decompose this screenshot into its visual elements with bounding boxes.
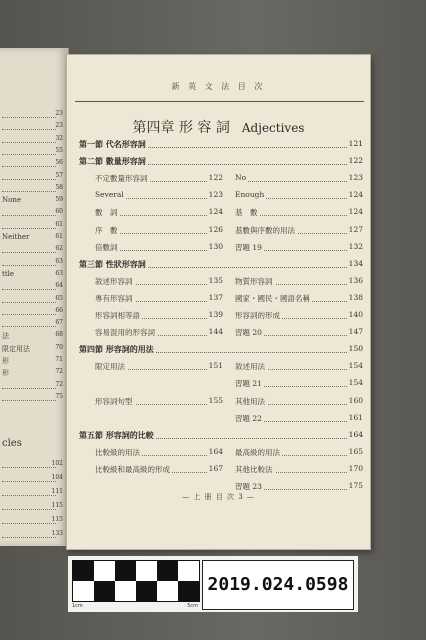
entry-page: 165 <box>348 446 363 456</box>
left-page-row <box>0 344 64 354</box>
left-page-row <box>0 368 64 378</box>
chapter-title-en: Adjectives <box>241 121 305 135</box>
header-rule <box>75 101 364 102</box>
toc-section <box>79 344 363 356</box>
left-page-row <box>0 307 64 317</box>
accession-number: 2019.024.0598 <box>202 560 354 610</box>
section-page: 164 <box>348 429 363 439</box>
left-page-number: 23 <box>55 110 63 117</box>
left-page-number: 104 <box>51 474 63 481</box>
dot-leader <box>2 516 56 524</box>
toc-section <box>79 259 363 271</box>
checker-square <box>178 561 199 581</box>
left-page-row <box>0 184 64 194</box>
left-page-row <box>0 258 64 268</box>
chapter-title-zh: 第四章 形 容 詞 <box>132 120 230 136</box>
left-page-number: 60 <box>55 208 63 216</box>
dot-leader <box>2 159 56 167</box>
entry-label: 比較級和最高級的形成 <box>95 464 170 474</box>
left-page-text: 限定用法 <box>2 344 30 353</box>
entry-page: 167 <box>208 463 223 473</box>
left-page-row <box>0 381 64 391</box>
section-page: 122 <box>348 156 363 166</box>
section-label: 第二節 數量形容詞 <box>79 156 146 167</box>
left-page-number: 32 <box>55 134 63 142</box>
section-label: 第四節 形容詞的用法 <box>79 344 154 355</box>
entry-page: 160 <box>348 395 363 405</box>
toc-entry <box>95 242 223 254</box>
section-page: 150 <box>348 344 363 354</box>
section-page: 121 <box>348 139 363 148</box>
left-page-number: 111 <box>51 488 63 495</box>
left-page-row <box>0 331 64 341</box>
left-page-row <box>0 488 64 498</box>
left-page-row <box>0 460 64 470</box>
entry-page: 132 <box>348 241 363 251</box>
toc-section <box>79 430 363 442</box>
page-footer: — 上 册 目 次 3 — <box>182 493 255 501</box>
left-page-number: 57 <box>55 171 63 179</box>
left-page-text: 形 <box>2 357 9 365</box>
entry-page: 155 <box>208 395 223 405</box>
dot-leader <box>2 381 56 389</box>
toc-entry <box>95 190 223 202</box>
toc-section <box>79 156 363 168</box>
dot-leader <box>2 307 56 315</box>
checker-square <box>178 581 199 601</box>
toc-entry <box>95 310 223 322</box>
dot-leader <box>2 393 56 401</box>
entry-page: 123 <box>208 190 223 200</box>
dot-leader <box>2 110 56 118</box>
dot-leader <box>2 147 56 155</box>
toc-entry <box>235 378 363 390</box>
left-page-text: 形 <box>2 369 9 378</box>
entry-page: 122 <box>208 173 223 183</box>
left-page-row <box>0 110 64 120</box>
left-page-number: 23 <box>55 122 63 130</box>
entry-label: 比較級的用法 <box>95 447 140 457</box>
entry-label: No <box>235 173 247 183</box>
entry-label: 習題 22 <box>235 413 262 423</box>
left-page-row <box>0 270 64 280</box>
left-page-number: 63 <box>55 257 63 265</box>
checker-square <box>94 581 115 601</box>
toc-entry <box>95 207 223 219</box>
left-page-number: 70 <box>55 343 63 351</box>
toc-entry <box>95 361 223 373</box>
entry-label: 敘述用法 <box>235 362 265 372</box>
entry-label: 數 詞 <box>95 208 118 218</box>
left-page-number: 59 <box>55 196 63 204</box>
entry-label: 限定用法 <box>95 362 125 372</box>
entry-page: 126 <box>208 224 223 234</box>
entry-page: 124 <box>348 207 363 217</box>
left-page-number: 61 <box>55 220 63 228</box>
left-page-row <box>0 208 64 218</box>
entry-label: 習題 23 <box>235 482 262 491</box>
entry-page: 161 <box>348 412 363 422</box>
dot-leader <box>2 122 56 130</box>
entry-page: 170 <box>348 463 363 473</box>
left-page-row <box>0 196 64 206</box>
entry-label: 專有形容詞 <box>95 293 133 303</box>
entry-page: 154 <box>348 361 363 371</box>
accession-card <box>68 556 358 612</box>
left-page-row <box>0 516 64 526</box>
entry-page: 164 <box>208 446 223 456</box>
scale-end-label: 5cm <box>187 603 198 609</box>
entry-page: 151 <box>208 361 223 371</box>
toc-entry <box>235 464 363 476</box>
left-page-row <box>0 356 64 366</box>
left-page-number: 58 <box>55 183 63 191</box>
left-page-number: 67 <box>55 319 63 327</box>
left-page-row <box>0 172 64 182</box>
entry-label: 習題 21 <box>235 379 262 389</box>
entry-label: 倍數詞 <box>95 242 118 252</box>
dot-leader <box>2 319 56 327</box>
section-label: 第一節 代名形容詞 <box>79 139 146 149</box>
entry-page: 136 <box>348 275 363 285</box>
entry-label: 形容詞相等語 <box>95 311 140 320</box>
toc-entry <box>95 276 223 288</box>
entry-label: 不定數量形容詞 <box>95 174 148 184</box>
toc-page <box>66 54 371 550</box>
toc-entry <box>235 293 363 305</box>
left-page-number: 55 <box>55 146 63 154</box>
entry-label: 形容詞的形成 <box>235 311 280 320</box>
toc-entry <box>95 293 223 305</box>
entry-label: 物質形容詞 <box>235 276 273 286</box>
left-page-number: 62 <box>55 245 63 253</box>
left-page-row <box>0 159 64 169</box>
left-page-row <box>0 122 64 132</box>
entry-label: 其他用法 <box>235 396 265 406</box>
checker-square <box>73 561 94 581</box>
left-page-number: 75 <box>55 392 63 400</box>
left-page-row <box>0 245 64 255</box>
toc-section <box>79 139 363 151</box>
entry-page: 175 <box>348 481 363 490</box>
entry-label: 習題 19 <box>235 242 262 252</box>
entry-label: 其他比較法 <box>235 464 273 474</box>
toc-entry <box>235 276 363 288</box>
entry-label: 最高級的用法 <box>235 447 280 457</box>
entry-page: 147 <box>348 327 363 337</box>
color-checker <box>72 560 200 602</box>
left-page-text: None <box>2 196 21 205</box>
left-page-row <box>0 502 64 512</box>
dot-leader <box>2 172 56 180</box>
left-page-row <box>0 147 64 157</box>
toc-entry <box>95 447 223 459</box>
left-page-number: 72 <box>55 380 63 388</box>
left-page-number: 115 <box>51 516 63 523</box>
dot-leader <box>2 245 56 253</box>
left-page-row <box>0 530 64 540</box>
toc-entry <box>235 481 363 493</box>
entry-label: 容易混用的形容詞 <box>95 328 155 338</box>
left-page-number: 68 <box>55 331 63 339</box>
entry-label: 習題 20 <box>235 328 262 338</box>
entry-label: 基 數 <box>235 208 258 218</box>
dot-leader <box>2 221 56 229</box>
entry-page: 140 <box>348 310 363 319</box>
toc-entry <box>235 310 363 322</box>
toc-entry <box>235 207 363 219</box>
left-page-text: Neither <box>2 233 30 241</box>
left-page-heading: cles <box>2 438 22 449</box>
left-page-row <box>0 233 64 243</box>
dot-leader <box>2 295 56 303</box>
left-page-row <box>0 393 64 403</box>
entry-page: 135 <box>208 275 223 285</box>
entry-page: 137 <box>208 292 223 302</box>
toc-entry <box>95 225 223 237</box>
left-page-text: 法 <box>2 332 9 341</box>
toc-entry <box>95 464 223 476</box>
dot-leader <box>2 282 56 290</box>
entry-page: 139 <box>208 310 223 319</box>
left-page-number: 72 <box>55 368 63 376</box>
entry-label: 基數與序數的用法 <box>235 225 295 235</box>
left-page-row <box>0 319 64 329</box>
entry-page: 138 <box>348 292 363 302</box>
left-page-row <box>0 282 64 292</box>
checker-square <box>115 581 136 601</box>
left-page-number: 133 <box>51 530 63 537</box>
entry-label: 敘述形容詞 <box>95 276 133 286</box>
entry-page: 124 <box>208 207 223 217</box>
entry-page: 124 <box>348 190 363 200</box>
toc-entry <box>235 242 363 254</box>
left-page-row <box>0 221 64 231</box>
left-page-row <box>0 295 64 305</box>
left-page <box>0 48 69 546</box>
checker-square <box>115 561 136 581</box>
scale-bar <box>72 602 198 610</box>
toc-entry <box>95 327 223 339</box>
toc-entry <box>95 173 223 185</box>
dot-leader <box>2 460 56 468</box>
left-page-row <box>0 135 64 145</box>
left-page-number: 66 <box>55 306 63 314</box>
toc-entry <box>235 173 363 185</box>
toc-entry <box>235 190 363 202</box>
dot-leader <box>2 502 56 510</box>
toc-entry <box>95 396 223 408</box>
left-page-text: ttle <box>2 269 15 278</box>
entry-label: 形容詞句型 <box>95 396 133 406</box>
entry-label: 國家・國民・國語名稱 <box>235 293 310 303</box>
toc-entry <box>235 361 363 373</box>
page-header: 新 英 文 法 目 次 <box>171 82 266 91</box>
dot-leader <box>2 184 56 192</box>
entry-page: 130 <box>208 241 223 251</box>
entry-label: 序 數 <box>95 225 118 235</box>
checker-square <box>136 581 157 601</box>
entry-label: Several <box>95 190 124 200</box>
toc-entry <box>235 413 363 425</box>
scale-start-label: 1cm <box>72 603 83 609</box>
checker-square <box>136 561 157 581</box>
dot-leader <box>235 173 347 182</box>
dot-leader <box>2 135 56 143</box>
entry-page: 144 <box>208 327 223 337</box>
checker-square <box>157 561 178 581</box>
toc-entry <box>235 327 363 339</box>
chapter-title <box>67 117 370 137</box>
left-page-number: 71 <box>55 356 63 363</box>
dot-leader <box>2 258 56 266</box>
left-page-number: 115 <box>51 502 63 509</box>
left-page-number: 102 <box>51 460 63 467</box>
dot-leader <box>2 488 56 496</box>
checker-square <box>94 561 115 581</box>
toc-entry <box>235 447 363 459</box>
entry-page: 127 <box>348 224 363 234</box>
left-page-number: 63 <box>55 269 63 277</box>
toc-entry <box>235 225 363 237</box>
dot-leader <box>2 208 56 216</box>
toc-entry <box>235 396 363 408</box>
section-label: 第三節 性狀形容詞 <box>79 258 146 269</box>
left-page-number: 56 <box>55 159 63 167</box>
left-page-row <box>0 474 64 484</box>
entry-page: 154 <box>348 378 363 388</box>
left-page-number: 65 <box>55 294 63 302</box>
checker-square <box>73 581 94 601</box>
section-label: 第五節 形容詞的比較 <box>79 429 154 440</box>
dot-leader <box>2 530 56 538</box>
left-page-number: 61 <box>55 233 63 240</box>
entry-label: Enough <box>235 190 265 200</box>
section-page: 134 <box>348 258 363 268</box>
checker-square <box>157 581 178 601</box>
dot-leader <box>2 474 56 482</box>
left-page-number: 64 <box>55 282 63 290</box>
entry-page: 123 <box>348 173 363 183</box>
